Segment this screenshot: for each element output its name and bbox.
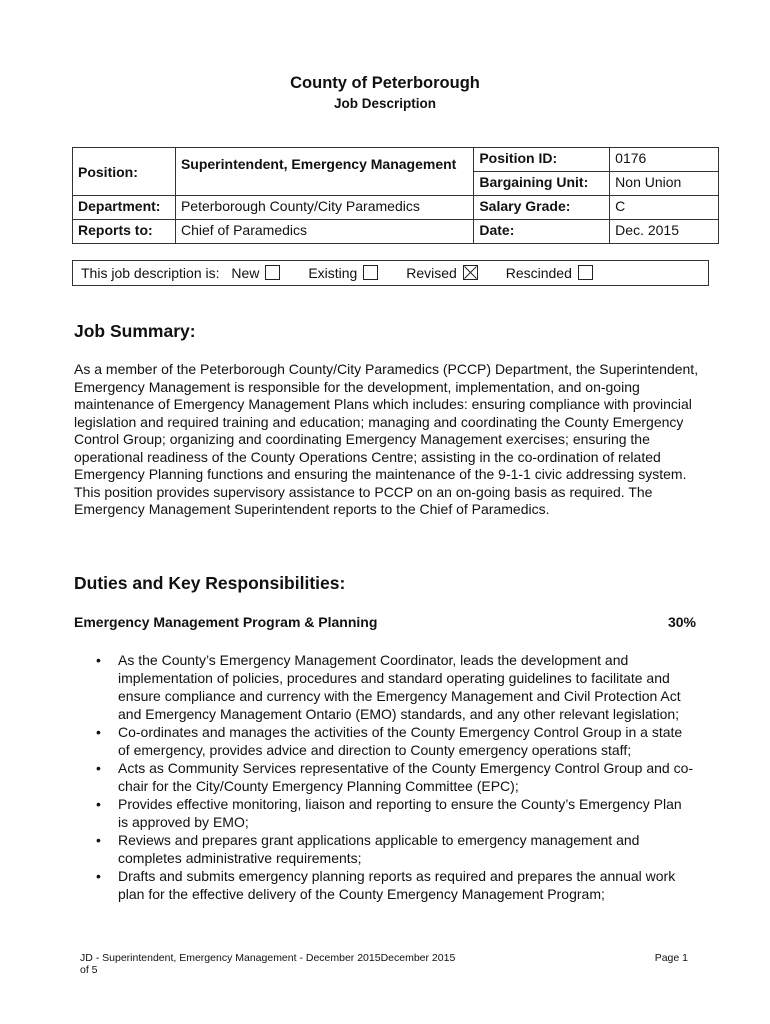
position-id-label: Position ID: bbox=[474, 148, 610, 172]
status-option-existing: Existing bbox=[308, 261, 378, 285]
list-item: • Drafts and submits emergency planning reports as required and prepares the annual work plan for the effective delivery of the County Emergency Management Program; bbox=[74, 867, 694, 903]
status-box bbox=[72, 260, 709, 286]
salary-grade-value: C bbox=[610, 196, 719, 220]
reports-to-label: Reports to: bbox=[73, 220, 176, 244]
list-item: • Provides effective monitoring, liaison and reporting to ensure the County’s Emergency Plan is approved by EMO; bbox=[74, 795, 694, 831]
salary-grade-label: Salary Grade: bbox=[474, 196, 610, 220]
department-value: Peterborough County/City Paramedics bbox=[175, 196, 473, 220]
list-item: • As the County’s Emergency Management Coordinator, leads the development and implementation of policies, procedures and standard operating guidelines to facilitate and ensure compliance and currency with the Emergency Management and Civil Protection Act and Emergency Management Ontario (EMO) standards, and any other relevant legislation; bbox=[74, 651, 694, 723]
footer-page-total: of 5 bbox=[80, 964, 98, 976]
list-item: • Reviews and prepares grant applications applicable to emergency management and completes administrative requirements; bbox=[74, 831, 694, 867]
page-footer bbox=[80, 952, 688, 976]
footer-page-number: Page 1 bbox=[654, 952, 688, 964]
existing-checkbox[interactable] bbox=[363, 265, 378, 280]
department-label: Department: bbox=[73, 196, 176, 220]
status-option-new: New bbox=[231, 261, 280, 285]
revised-checkbox[interactable] bbox=[463, 265, 478, 280]
page-title: County of Peterborough bbox=[290, 74, 480, 92]
section-header bbox=[74, 614, 696, 630]
date-value: Dec. 2015 bbox=[610, 220, 719, 244]
status-label: This job description is: bbox=[81, 265, 220, 281]
position-id-value: 0176 bbox=[610, 148, 719, 172]
bargaining-unit-label: Bargaining Unit: bbox=[474, 172, 610, 196]
new-checkbox[interactable] bbox=[265, 265, 280, 280]
job-summary-heading: Job Summary: bbox=[74, 321, 196, 341]
duties-list bbox=[74, 651, 694, 903]
list-item: • Co-ordinates and manages the activities of the County Emergency Control Group in a state of emergency, provides advice and direction to County emergency operations staff; bbox=[74, 723, 694, 759]
rescinded-checkbox[interactable] bbox=[578, 265, 593, 280]
position-info-table bbox=[72, 147, 719, 244]
duties-heading: Duties and Key Responsibilities: bbox=[74, 573, 346, 593]
position-label: Position: bbox=[73, 148, 176, 196]
status-option-revised: Revised bbox=[406, 261, 478, 285]
date-label: Date: bbox=[474, 220, 610, 244]
section-title: Emergency Management Program & Planning bbox=[74, 614, 378, 630]
list-item: • Acts as Community Services representative of the County Emergency Control Group and co-chair for the City/County Emergency Planning Committee (EPC); bbox=[74, 759, 694, 795]
section-percent: 30% bbox=[667, 614, 696, 630]
status-option-rescinded: Rescinded bbox=[506, 261, 593, 285]
job-summary-text: As a member of the Peterborough County/City Paramedics (PCCP) Department, the Superintendent, Emergency Management is responsible for the development, implementation, and on-going maintenance of Emergency Management Plans which includes: ensuring compliance with provincial legislation and required training and education; managing and coordinating the County Emergency Control Group; organizing and coordinating Emergency Management exercises; ensuring the operational readiness of the County Operations Centre; assisting in the co-ordination of related Emergency Planning functions and ensuring the maintenance of the 9-1-1 civic addressing system. This position provides supervisory assistance to PCCP on an on-going basis as required. The Emergency Management Superintendent reports to the Chief of Paramedics. bbox=[74, 361, 699, 517]
bargaining-unit-value: Non Union bbox=[610, 172, 719, 196]
page-subtitle: Job Description bbox=[333, 96, 436, 111]
reports-to-value: Chief of Paramedics bbox=[175, 220, 473, 244]
position-value: Superintendent, Emergency Management bbox=[175, 148, 473, 196]
footer-document-name: JD - Superintendent, Emergency Management - December 2015December 2015 bbox=[80, 952, 456, 964]
